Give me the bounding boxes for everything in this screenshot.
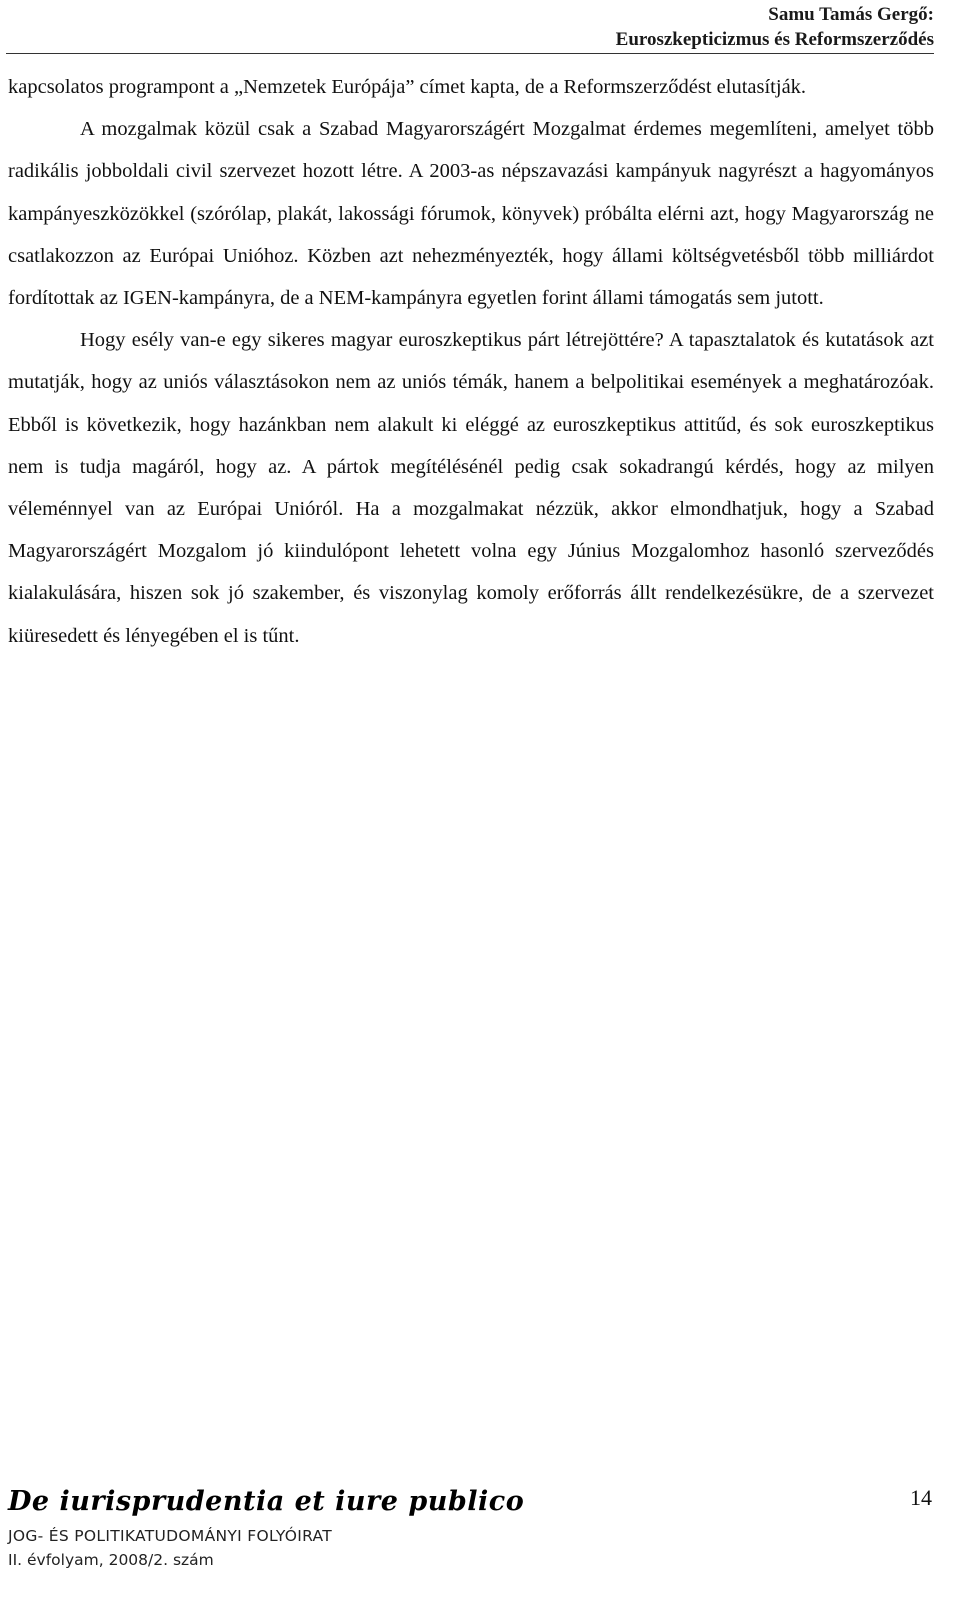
paragraph-continuation: kapcsolatos programpont a „Nemzetek Európája” címet kapta, de a Reformszerződést elutasítják. bbox=[8, 76, 807, 98]
page-number: 14 bbox=[910, 1485, 932, 1510]
journal-volume: II. évfolyam, 2008/2. szám bbox=[8, 1551, 214, 1569]
header-divider bbox=[6, 53, 934, 54]
paragraph-movements: A mozgalmak közül csak a Szabad Magyarországért Mozgalmat érdemes megemlíteni, amelyet több radikális jobboldali civil szervezet hozott létre. A 2003-as népszavazási kampányuk nagyrészt a hagyományos kampányeszközökkel (szórólap, plakát, lakossági fórumok, könyvek) próbálta elérni azt, hogy Magyarország ne csatlakozzon az Európai Unióhoz. Közben azt nehezményezték, hogy állami költségvetésből több milliárdot fordítottak az IGEN-kampányra, de a NEM-kampányra egyetlen forint állami támogatás sem jutott. bbox=[8, 118, 934, 310]
header-author: Samu Tamás Gergő: bbox=[768, 4, 934, 25]
paragraph-party-prospects: Hogy esély van-e egy sikeres magyar euroszkeptikus párt létrejöttére? A tapasztalatok és kutatások azt mutatják, hogy az uniós választásokon nem az uniós témák, hanem a belpolitikai események a meghatározóak. Ebből is következik, hogy hazánkban nem alakult ki eléggé az euroszkeptikus attitűd, és sok euroszkeptikus nem is tudja magáról, hogy az. A pártok megítélésénél pedig csak sokadrangú kérdés, hogy az milyen véleménnyel van az Európai Unióról. Ha a mozgalmakat nézzük, akkor elmondhatjuk, hogy a Szabad Magyarországért Mozgalom jó kiindulópont lehetett volna egy Június Mozgalomhoz hasonló szerveződés kialakulására, hiszen sok jó szakember, és viszonylag komoly erőforrás állt rendelkezésükre, de a szervezet kiüresedett és lényegében el is tűnt. bbox=[8, 329, 934, 647]
article-body bbox=[8, 66, 934, 657]
header-title: Euroszkepticizmus és Reformszerződés bbox=[615, 29, 934, 50]
running-header bbox=[616, 2, 934, 52]
journal-subtitle: JOG- ÉS POLITIKATUDOMÁNYI FOLYÓIRAT bbox=[8, 1527, 333, 1545]
journal-name: De iurisprudentia et iure publico bbox=[8, 1486, 525, 1517]
